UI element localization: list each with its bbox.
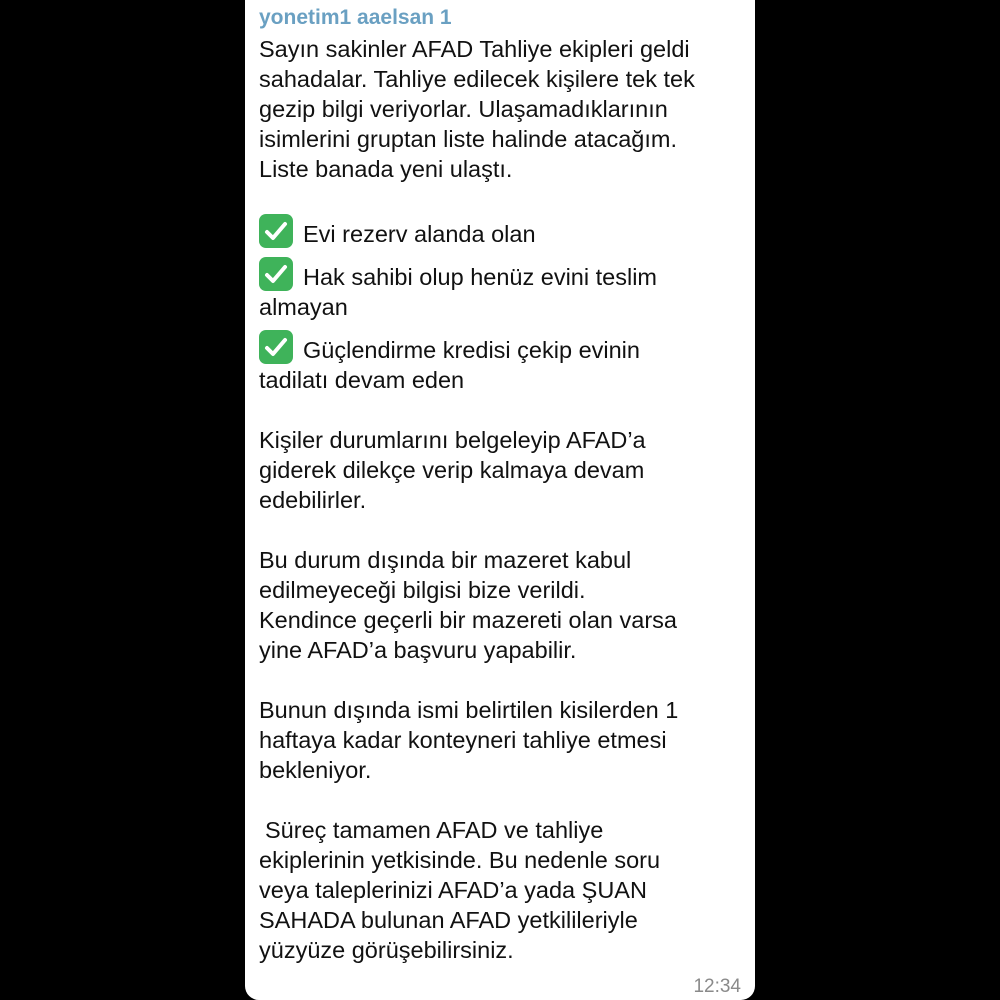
text-line: ekiplerinin yetkisinde. Bu nedenle soru [259,847,661,873]
text-line: gezip bilgi veriyorlar. Ulaşamadıklarının [259,96,668,122]
checklist-item-text: Evi rezerv alanda olan [303,221,536,247]
paragraph-process [259,815,741,965]
checklist-item [259,257,741,322]
paragraph-excuse [259,545,741,665]
text-line: edebilirler. [259,487,367,513]
paragraph-deadline [259,695,741,785]
check-mark-button-icon [259,214,293,248]
sender-name[interactable]: yonetim1 aaelsan 1 [259,6,452,29]
text-line: yüzyüze görüşebilirsiniz. [259,937,514,963]
text-line: Kişiler durumlarını belgeleyip AFAD’a [259,427,646,453]
intro-paragraph [259,34,741,184]
message-bubble[interactable] [245,0,755,1000]
checklist [259,214,741,395]
checklist-item [259,330,741,395]
text-line: isimlerini gruptan liste halinde atacağım. [259,126,677,152]
message-text [259,34,741,965]
checklist-item [259,214,741,249]
text-line: Bunun dışında ismi belirtilen kisilerden 1 [259,697,679,723]
text-line: giderek dilekçe verip kalmaya devam [259,457,645,483]
text-line: haftaya kadar konteyneri tahliye etmesi [259,727,667,753]
text-line: sahadalar. Tahliye edilecek kişilere tek tek [259,66,695,92]
text-line: veya taleplerinizi AFAD’a yada ŞUAN [259,877,647,903]
text-line: Süreç tamamen AFAD ve tahliye [265,817,604,843]
text-line: Sayın sakinler AFAD Tahliye ekipleri geldi [259,36,690,62]
text-line: yine AFAD’a başvuru yapabilir. [259,637,577,663]
text-line: Liste banada yeni ulaştı. [259,156,513,182]
text-line: edilmeyeceği bilgisi bize verildi. [259,577,586,603]
text-line: bekleniyor. [259,757,372,783]
text-line: Kendince geçerli bir mazereti olan varsa [259,607,677,633]
paragraph-documents [259,425,741,515]
text-line: SAHADA bulunan AFAD yetkilileriyle [259,907,638,933]
checklist-item-text: Güçlendirme kredisi çekip evinin [303,337,640,363]
text-line: Bu durum dışında bir mazeret kabul [259,547,632,573]
message-timestamp: 12:34 [693,976,741,997]
checklist-item-text-cont: tadilatı devam eden [259,367,465,393]
check-mark-button-icon [259,257,293,291]
checklist-item-text-cont: almayan [259,294,348,320]
check-mark-button-icon [259,330,293,364]
checklist-item-text: Hak sahibi olup henüz evini teslim [303,264,657,290]
